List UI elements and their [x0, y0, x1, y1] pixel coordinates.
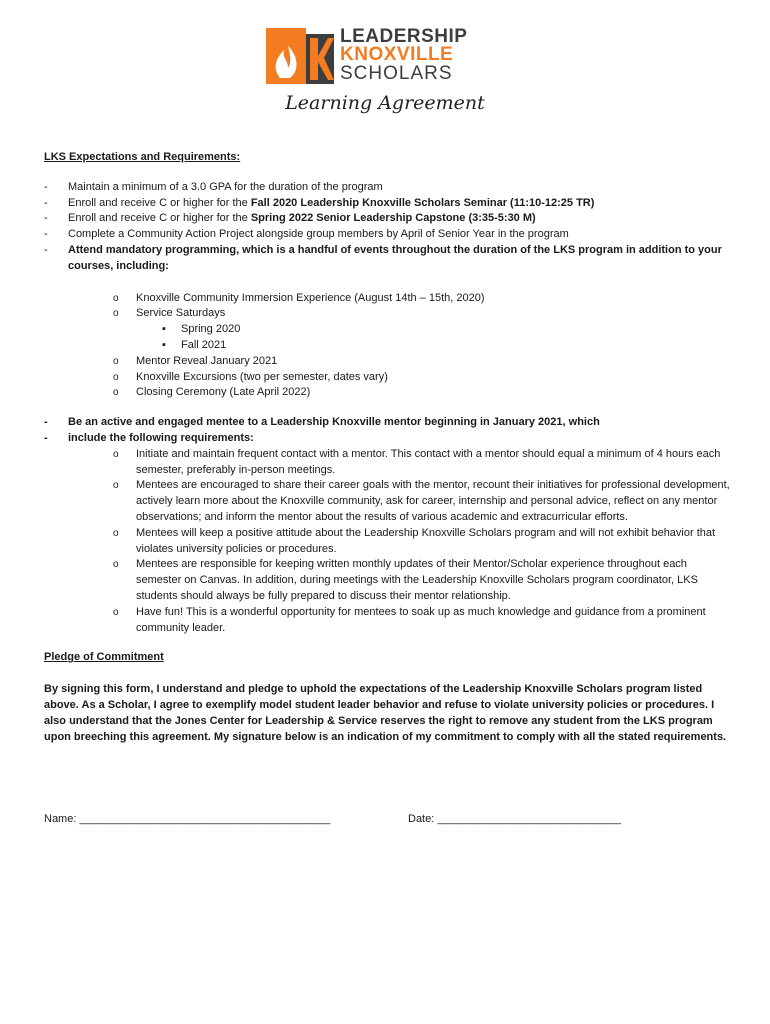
logo-line-knoxville: KNOXVILLE [340, 44, 454, 65]
logo-line-leadership: LEADERSHIP [340, 26, 468, 47]
logo-line-scholars: SCHOLARS [340, 63, 453, 84]
lks-logo-wordmark [340, 28, 510, 84]
programming-item-excursions: o Knoxville Excursions (two per semester, dates vary) [68, 370, 734, 386]
document-title: Learning Agreement [285, 92, 485, 114]
programming-item-immersion: o Knoxville Community Immersion Experience (August 14th – 15th, 2020) [68, 291, 734, 307]
expectations-list [44, 180, 734, 275]
service-saturday-item: ▪ Spring 2020 [136, 322, 734, 338]
mentor-requirement-item: o Mentees are encouraged to share their career goals with the mentor, recount their initiatives for professional development, actively learn more about the Knoxville community, ask for career, internship and personal advice, reflect on any mentor observations; and inform the mentor about the results of various academic and extracurricular efforts. [68, 478, 734, 525]
expectation-item-programming: - Attend mandatory programming, which is a handful of events throughout the duration of the LKS program in addition to your courses, including: [44, 243, 734, 275]
expectations-heading: LKS Expectations and Requirements: [44, 151, 241, 163]
expectation-item-seminar: - Enroll and receive C or higher for the Fall 2020 Leadership Knoxville Scholars Seminar (11:10-12:25 TR) [44, 196, 734, 212]
programming-list [68, 291, 734, 402]
name-signature-field[interactable]: Name: _________________________________________ [44, 813, 331, 825]
service-saturdays-list [136, 322, 734, 354]
lks-logo-mark-icon [266, 28, 336, 84]
programming-item-mentor-reveal: o Mentor Reveal January 2021 [68, 354, 734, 370]
lks-logo [266, 28, 506, 84]
programming-item-service-saturdays: o Service Saturdays ▪ Spring 2020 ▪ Fall 2021 [68, 306, 734, 353]
programming-item-closing: o Closing Ceremony (Late April 2022) [68, 385, 734, 401]
mentor-requirement-item: o Mentees are responsible for keeping written monthly updates of their Mentor/Scholar experience throughout each semester on Canvas. In addition, during meetings with the Leadership Knoxville Scholars program coordinator, LKS students should always be fully prepared to discuss their mentor relationship. [68, 557, 734, 604]
pledge-heading: Pledge of Commitment [44, 651, 164, 664]
expectation-item-gpa: - Maintain a minimum of a 3.0 GPA for the duration of the program [44, 180, 734, 196]
expectation-item-project: - Complete a Community Action Project alongside group members by April of Senior Year in the program [44, 227, 734, 243]
mentor-requirement-item: o Mentees will keep a positive attitude about the Leadership Knoxville Scholars program and will not exhibit behavior that violates university policies or procedures. [68, 526, 734, 558]
expectation-item-capstone: - Enroll and receive C or higher for the Spring 2022 Senior Leadership Capstone (3:35-5:30 M) [44, 211, 734, 227]
document-body [44, 150, 734, 745]
date-signature-field[interactable]: Date: ______________________________ [408, 813, 621, 825]
mentor-list [44, 415, 734, 447]
pledge-text: By signing this form, I understand and pledge to uphold the expectations of the Leadership Knoxville Scholars program listed above. As a Scholar, I agree to exemplify model student leader behavior and refuse to violate university policies or procedures. I also understand that the Jones Center for Leadership & Service reserves the right to remove any student from the LKS program upon breeching this agreement. My signature below is an indication of my commitment to comply with all the stated requirements. [44, 683, 727, 743]
mentor-requirements-list [68, 447, 734, 637]
mentor-requirement-item: o Initiate and maintain frequent contact with a mentor. This contact with a mentor should equal a minimum of 4 hours each semester, preferably in-person meetings. [68, 447, 734, 479]
mentor-requirement-item: o Have fun! This is a wonderful opportunity for mentees to soak up as much knowledge and guidance from a prominent community leader. [68, 605, 734, 637]
service-saturday-item: ▪ Fall 2021 [136, 338, 734, 354]
mentor-line-1: - Be an active and engaged mentee to a Leadership Knoxville mentor beginning in January 2021, which [44, 415, 734, 431]
mentor-line-2: - include the following requirements: [44, 431, 734, 447]
